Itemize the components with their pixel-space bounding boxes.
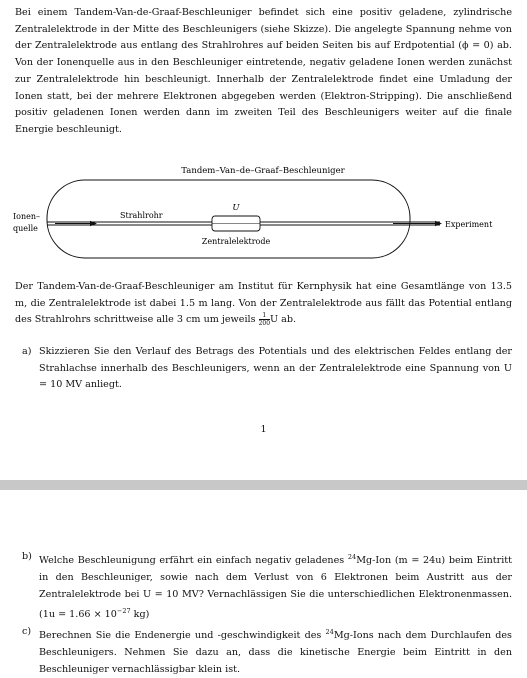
task-b-isotope: 24 bbox=[347, 553, 357, 561]
beam-tube-label: Strahlrohr bbox=[120, 211, 163, 220]
task-c-label: c) bbox=[22, 626, 32, 637]
voltage-label: U bbox=[232, 203, 240, 213]
accelerator-diagram bbox=[0, 160, 527, 265]
fraction-denominator: 200 bbox=[258, 320, 271, 328]
task-b bbox=[22, 549, 512, 624]
description-paragraph bbox=[15, 279, 512, 329]
task-b-exponent: −27 bbox=[116, 607, 131, 616]
ion-source-label: Ionen– bbox=[13, 212, 41, 221]
task-c-text-2: Mg-Ions nach dem Durchlaufen des Beschleunigers. Nehmen Sie dazu an, dass die kinetische Energie beim Eintritt in den Beschleuniger vernachlässigbar klein ist. bbox=[39, 630, 512, 675]
description-text: Der Tandem-Van-de-Graaf-Beschleuniger am Institut für Kernphysik hat eine Gesamtlänge von 13.5 m, die Zentralelektrode ist dabei 1.5 m lang. Von der Zentralelektrode aus fällt das Potential entlang des Strahlrohrs schrittweise alle 3 cm um jeweils bbox=[15, 281, 512, 326]
task-c bbox=[22, 624, 512, 678]
task-a-text: Skizzieren Sie den Verlauf des Betrags des Potentials und des elektrischen Feldes entlang der Strahlachse innerhalb des Beschleunigers, wenn an der Zentralelektrode eine Spannung von U = 10 MV anliegt. bbox=[39, 346, 512, 391]
description-text-end: U ab. bbox=[270, 314, 297, 326]
task-c-isotope: 24 bbox=[325, 628, 334, 636]
task-b-text bbox=[39, 549, 512, 624]
diagram-title: Tandem–Van–de–Graaf–Beschleuniger bbox=[181, 166, 345, 176]
experiment-label: Experiment bbox=[445, 220, 493, 229]
task-b-text-3: kg) bbox=[130, 609, 150, 621]
task-b-text-1: Welche Beschleunigung erfährt ein einfach negativ geladenes bbox=[39, 555, 345, 567]
central-electrode-label: Zentralelektrode bbox=[201, 237, 271, 246]
page-separator bbox=[0, 480, 527, 490]
task-b-label: b) bbox=[22, 551, 32, 562]
task-a-label: a) bbox=[22, 346, 32, 357]
task-b-text-2: Mg-Ion (m = 24u) beim Eintritt in den Beschleuniger, sowie nach dem Verlust von 6 Elektronen beim Austritt aus der Zentralelektrode bei U = 10 MV? Vernachlässigen Sie die unterschiedlichen Elektronenmassen. (1u = 1.66 × 10 bbox=[39, 555, 512, 621]
intro-paragraph: Bei einem Tandem-Van-de-Graaf-Beschleuniger befindet sich eine positiv geladene, zylindrische Zentralelektrode in der Mitte des Beschleunigers (siehe Skizze). Die angelegte Spannung nehme von der Zentralelektrode aus entlang des Strahlrohres auf beiden Seiten bis auf Erdpotential (ϕ = 0) ab. Von der Ionenquelle aus in den Beschleuniger eintretende, negativ geladene Ionen werden zunächst zur Zentralelektrode hin beschleunigt. Innerhalb der Zentralelektrode findet eine Umladung der Ionen statt, bei der mehrere Elektronen abgegeben werden (Elektron-Stripping). Die anschließend positiv geladenen Ionen werden dann im zweiten Teil des Beschleunigers weiter auf die finale Energie beschleunigt. bbox=[15, 7, 512, 135]
task-c-text bbox=[39, 624, 512, 678]
page-number: 1 bbox=[260, 424, 267, 435]
task-a bbox=[22, 344, 512, 394]
document-page-2 bbox=[0, 490, 527, 677]
fraction bbox=[259, 312, 270, 327]
fraction-numerator: 1 bbox=[259, 312, 270, 320]
ion-source-label-2: quelle bbox=[13, 224, 38, 233]
task-c-text-1: Berechnen Sie die Endenergie und -geschwindigkeit des bbox=[39, 630, 322, 642]
